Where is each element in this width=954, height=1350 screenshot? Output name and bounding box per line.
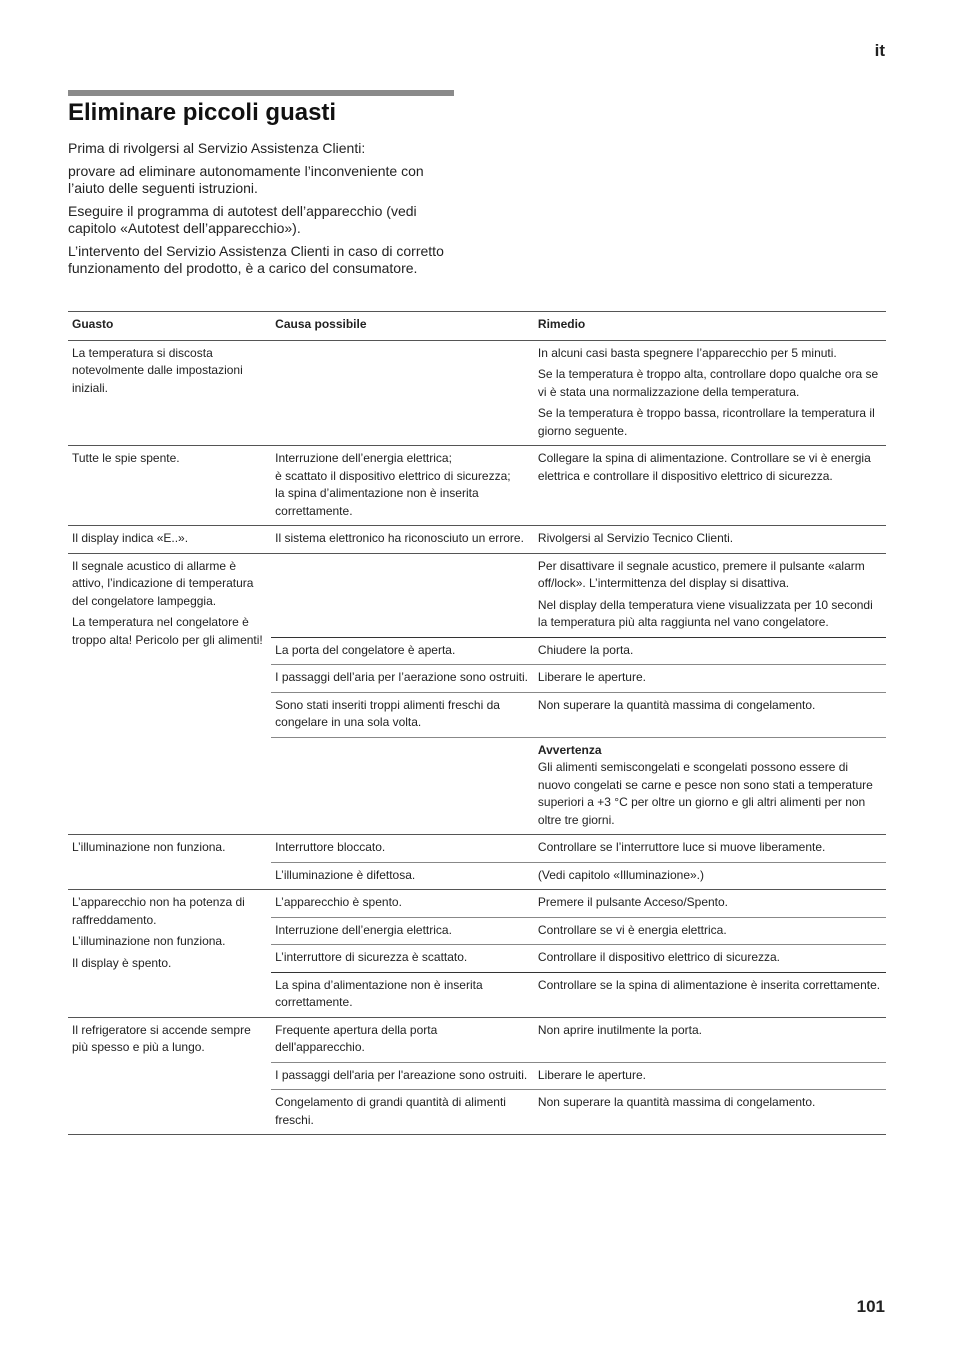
table-header-row (68, 312, 886, 341)
rimedio-cell: Rivolgersi al Servizio Tecnico Clienti. (534, 526, 886, 554)
guasto-text: La temperatura nel congelatore è troppo alta! Pericolo per gli alimenti! (72, 615, 263, 647)
title-rule (68, 90, 454, 96)
causa-cell: Congelamento di grandi quantità di alimenti freschi. (271, 1090, 534, 1135)
guasto-text: Il segnale acustico di allarme è attivo, l’indicazione di temperatura del congelatore lampeggia. (72, 558, 254, 608)
table-row (68, 526, 886, 554)
rimedio-text: In alcuni casi basta spegnere l’apparecchio per 5 minuti. (537, 345, 837, 360)
guasto-cell: L’illuminazione non funziona. (68, 835, 271, 890)
causa-cell: Frequente apertura della porta dell'apparecchio. (271, 1017, 534, 1062)
column-header-rimedio: Rimedio (534, 312, 886, 341)
causa-cell: Interruzione dell’energia elettrica. (271, 917, 534, 945)
rimedio-cell: Premere il pulsante Acceso/Spento. (534, 890, 886, 918)
table-row (68, 446, 886, 526)
causa-cell: Sono stati inseriti troppi alimenti freschi da congelare in una sola volta. (271, 692, 534, 737)
causa-cell (271, 553, 534, 637)
causa-cell: L’apparecchio è spento. (271, 890, 534, 918)
warning-note (534, 737, 886, 835)
guasto-text: L’illuminazione non funziona. (72, 934, 226, 948)
rimedio-cell: Collegare la spina di alimentazione. Controllare se vi è energia elettrica e controllare il dispositivo elettrico di sicurezza. (534, 446, 886, 526)
causa-cell: Il sistema elettronico ha riconosciuto un errore. (271, 526, 534, 554)
guasto-cell: Tutte le spie spente. (68, 446, 271, 526)
causa-cell (271, 340, 534, 446)
causa-cell: I passaggi dell’aria per l’aerazione sono ostruiti. (271, 665, 534, 693)
page-number: 101 (856, 1297, 885, 1316)
troubleshooting-table (68, 311, 886, 1135)
causa-cell: L’interruttore di sicurezza è scattato. (271, 945, 534, 973)
intro-paragraph: L’intervento del Servizio Assistenza Clienti in caso di corretto funzionamento del prodotto, è a carico del consumatore. (68, 243, 444, 276)
rimedio-cell: Non aprire inutilmente la porta. (534, 1017, 886, 1062)
rimedio-cell: Controllare se l’interruttore luce si muove liberamente. (534, 835, 886, 863)
rimedio-cell: Liberare le aperture. (534, 665, 886, 693)
guasto-cell: Il refrigeratore si accende sempre più spesso e più a lungo. (68, 1017, 271, 1135)
guasto-cell (68, 553, 271, 835)
causa-cell: La spina d’alimentazione non è inserita correttamente. (271, 972, 534, 1017)
rimedio-cell: Controllare se la spina di alimentazione è inserita correttamente. (534, 972, 886, 1017)
warning-title: Avvertenza (537, 742, 602, 757)
guasto-text: Il display è spento. (72, 955, 172, 970)
intro-text (68, 140, 458, 283)
rimedio-text: Se la temperatura è troppo bassa, ricontrollare la temperatura il giorno seguente. (537, 406, 875, 438)
causa-cell: I passaggi dell'aria per l'areazione sono ostruiti. (271, 1062, 534, 1090)
rimedio-cell (534, 340, 886, 446)
rimedio-cell: Non superare la quantità massima di congelamento. (534, 692, 886, 737)
warning-text: Gli alimenti semiscongelati e scongelati possono essere di nuovo congelati se carne e pesce non sono stati a temperature superiori a +3 °C per oltre un giorno e gli altri alimenti per non oltre tre giorni. (537, 760, 873, 827)
table-row (68, 340, 886, 446)
causa-cell: Interruzione dell’energia elettrica; è scattato il dispositivo elettrico di sicurezza; la spina d’alimentazione non è inserita correttamente. (271, 446, 534, 526)
intro-paragraph: Eseguire il programma di autotest dell’apparecchio (vedi capitolo «Autotest dell’apparecchio»). (68, 203, 417, 236)
rimedio-cell: Controllare il dispositivo elettrico di sicurezza. (534, 945, 886, 973)
guasto-text: L’apparecchio non ha potenza di raffreddamento. (72, 895, 245, 927)
table-row (68, 1017, 886, 1062)
causa-cell: Interruttore bloccato. (271, 835, 534, 863)
guasto-cell: La temperatura si discosta notevolmente dalle impostazioni iniziali. (68, 340, 271, 446)
rimedio-text: Per disattivare il segnale acustico, premere il pulsante «alarm off/lock». L’intermittenza del display si disattiva. (537, 558, 865, 590)
rimedio-cell: Non superare la quantità massima di congelamento. (534, 1090, 886, 1135)
rimedio-cell: Controllare se vi è energia elettrica. (534, 917, 886, 945)
intro-paragraph: provare ad eliminare autonomamente l’inconveniente con l’aiuto delle seguenti istruzioni. (68, 163, 424, 196)
rimedio-cell: (Vedi capitolo «Illuminazione».) (534, 862, 886, 890)
causa-cell: La porta del congelatore è aperta. (271, 637, 534, 665)
table-row (68, 835, 886, 863)
rimedio-text: Se la temperatura è troppo alta, controllare dopo qualche ora se vi è stata una normalizzazione della temperatura. (537, 367, 879, 399)
intro-paragraph: Prima di rivolgersi al Servizio Assistenza Clienti: (68, 140, 366, 156)
table-row (68, 553, 886, 637)
causa-cell: L’illuminazione è difettosa. (271, 862, 534, 890)
page-title: Eliminare piccoli guasti (68, 99, 337, 126)
column-header-causa: Causa possibile (271, 312, 534, 341)
guasto-cell: Il display indica «E..». (68, 526, 271, 554)
rimedio-cell (534, 553, 886, 637)
language-label: it (874, 41, 885, 60)
rimedio-text: Nel display della temperatura viene visualizzata per 10 secondi la temperatura più alta raggiunta nel vano congelatore. (537, 597, 873, 629)
rimedio-cell: Liberare le aperture. (534, 1062, 886, 1090)
causa-cell (271, 737, 534, 835)
guasto-cell (68, 890, 271, 1018)
column-header-guasto: Guasto (68, 312, 271, 341)
rimedio-cell: Chiudere la porta. (534, 637, 886, 665)
table-row (68, 890, 886, 918)
